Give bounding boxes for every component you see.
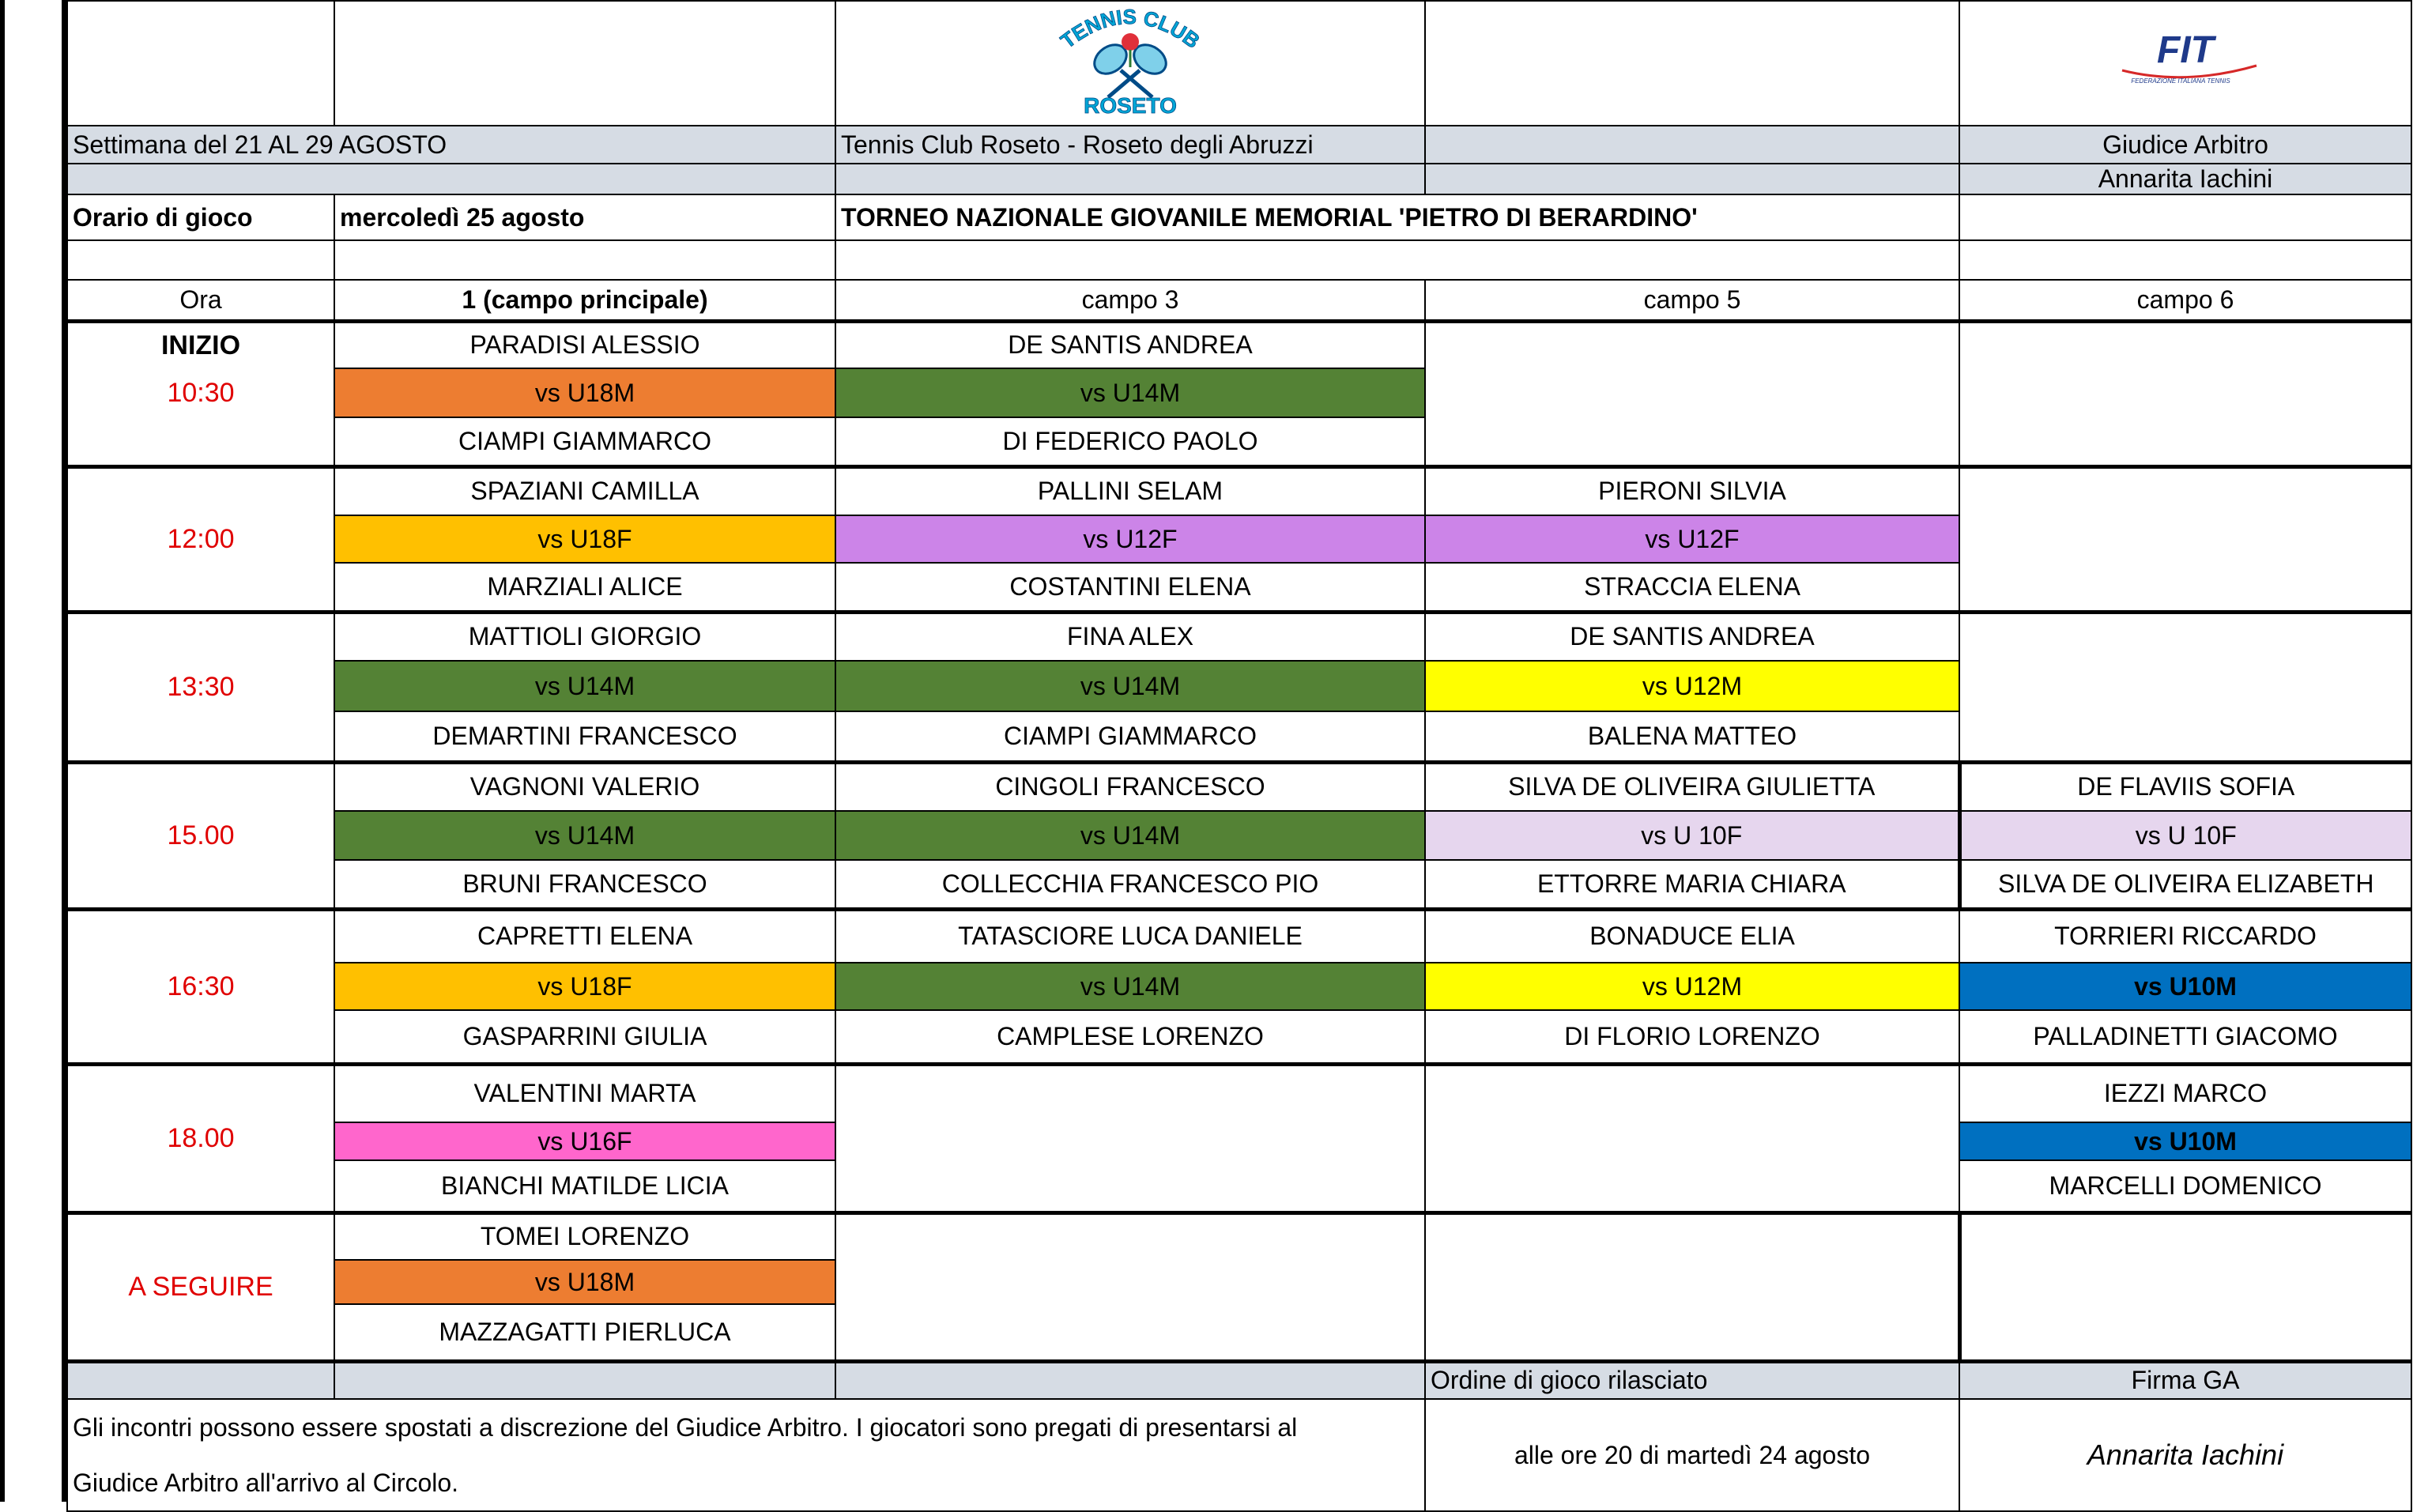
schedule-table: [66, 0, 2412, 1512]
player-name: MARZIALI ALICE: [334, 563, 835, 612]
match-category: vs U14M: [835, 963, 1425, 1010]
column-header-campo-6: campo 6: [1959, 280, 2411, 321]
day-label: mercoledì 25 agosto: [334, 194, 835, 240]
player-name: CIAMPI GIAMMARCO: [835, 711, 1425, 762]
player-name: DI FEDERICO PAOLO: [835, 417, 1425, 466]
match-category: vs U10M: [1959, 1122, 2411, 1160]
blank-cell: [835, 240, 1959, 280]
header-blank-cell: [1425, 1, 1959, 126]
slot-label: INIZIO: [67, 321, 334, 368]
notes: [67, 1399, 1425, 1511]
player-name: SILVA DE OLIVEIRA GIULIETTA: [1425, 762, 1959, 811]
week-label: Settimana del 21 AL 29 AGOSTO: [67, 126, 835, 164]
player-name: BIANCHI MATILDE LICIA: [334, 1160, 835, 1212]
gray-blank-cell: [835, 164, 1425, 194]
column-header-campo-5: campo 5: [1425, 280, 1959, 321]
slot-time: 13:30: [67, 612, 334, 762]
player-name: BRUNI FRANCESCO: [334, 860, 835, 909]
player-name: TORRIERI RICCARDO: [1959, 909, 2411, 963]
empty-court-slot: [1959, 1212, 2411, 1361]
fit-logo-subtext: FEDERAZIONE ITALIANA TENNIS: [2131, 77, 2230, 85]
logo-bottom-text: ROSETO: [1084, 93, 1177, 118]
player-name: TATASCIORE LUCA DANIELE: [835, 909, 1425, 963]
blank-cell: [1959, 194, 2411, 240]
notes-line-1: Gli incontri possono essere spostati a discrezione del Giudice Arbitro. I giocatori sono pregati di presentarsi al: [73, 1413, 1298, 1442]
match-category: vs U14M: [835, 811, 1425, 860]
player-name: DE SANTIS ANDREA: [1425, 612, 1959, 661]
empty-court-slot: [1959, 466, 2411, 612]
player-name: MATTIOLI GIORGIO: [334, 612, 835, 661]
slot-time: 15.00: [67, 762, 334, 909]
match-category: vs U12F: [1425, 515, 1959, 563]
slot-time: 12:00: [67, 466, 334, 612]
player-name: TOMEI LORENZO: [334, 1212, 835, 1260]
player-name: VALENTINI MARTA: [334, 1064, 835, 1122]
player-name: BALENA MATTEO: [1425, 711, 1959, 762]
slot-time: 16:30: [67, 909, 334, 1064]
referee-label: Giudice Arbitro: [1959, 126, 2411, 164]
player-name: SILVA DE OLIVEIRA ELIZABETH: [1959, 860, 2411, 909]
player-name: VAGNONI VALERIO: [334, 762, 835, 811]
player-name: SPAZIANI CAMILLA: [334, 466, 835, 515]
player-name: BONADUCE ELIA: [1425, 909, 1959, 963]
gray-blank-cell: [67, 164, 835, 194]
gray-blank-cell: [1425, 126, 1959, 164]
match-category: vs U12M: [1425, 661, 1959, 711]
player-name: PARADISI ALESSIO: [334, 321, 835, 368]
header-blank-cell: [334, 1, 835, 126]
match-category: vs U16F: [334, 1122, 835, 1160]
released-time: alle ore 20 di martedì 24 agosto: [1425, 1399, 1959, 1511]
match-category: vs U14M: [334, 811, 835, 860]
released-label: Ordine di gioco rilasciato: [1425, 1361, 1959, 1399]
match-category: vs U12M: [1425, 963, 1959, 1010]
match-category: vs U10M: [1959, 963, 2411, 1010]
match-category: vs U14M: [835, 368, 1425, 417]
player-name: CAPRETTI ELENA: [334, 909, 835, 963]
empty-court-slot: [1425, 321, 1959, 466]
player-name: IEZZI MARCO: [1959, 1064, 2411, 1122]
signature-label: Firma GA: [1959, 1361, 2411, 1399]
empty-court-slot: [1425, 1064, 1959, 1212]
left-margin-bar: [0, 0, 66, 1502]
gray-blank-cell: [1425, 164, 1959, 194]
match-category: vs U 10F: [1959, 811, 2411, 860]
match-category: vs U18M: [334, 368, 835, 417]
notes-line-2: Giudice Arbitro all'arrivo al Circolo.: [73, 1469, 459, 1497]
player-name: COSTANTINI ELENA: [835, 563, 1425, 612]
player-name: FINA ALEX: [835, 612, 1425, 661]
column-header-ora: Ora: [67, 280, 334, 321]
match-category: vs U18F: [334, 515, 835, 563]
slot-time: 18.00: [67, 1064, 334, 1212]
blank-cell: [1959, 240, 2411, 280]
slot-spacer: [67, 417, 334, 466]
match-category: vs U 10F: [1425, 811, 1959, 860]
match-category: vs U14M: [835, 661, 1425, 711]
referee-name: Annarita Iachini: [1959, 164, 2411, 194]
player-name: CAMPLESE LORENZO: [835, 1010, 1425, 1064]
blank-cell: [67, 240, 334, 280]
slot-time: 10:30: [67, 368, 334, 417]
match-category: vs U14M: [334, 661, 835, 711]
tennis-club-roseto-logo: [1035, 4, 1225, 123]
schedule-label: Orario di gioco: [67, 194, 334, 240]
player-name: CIAMPI GIAMMARCO: [334, 417, 835, 466]
slot-time: A SEGUIRE: [67, 1212, 334, 1361]
empty-court-slot: [1425, 1212, 1959, 1361]
column-header-campo-1: 1 (campo principale): [334, 280, 835, 321]
logo-top-text: TENNIS CLUB: [1056, 4, 1205, 54]
player-name: DI FLORIO LORENZO: [1425, 1010, 1959, 1064]
blank-cell: [334, 240, 835, 280]
club-logo-cell: [835, 1, 1425, 126]
fit-logo-text: FIT: [2157, 29, 2214, 71]
player-name: MARCELLI DOMENICO: [1959, 1160, 2411, 1212]
empty-court-slot: [1959, 612, 2411, 762]
referee-signature: Annarita Iachini: [1959, 1399, 2411, 1511]
empty-court-slot: [835, 1212, 1425, 1361]
match-category: vs U18F: [334, 963, 835, 1010]
empty-court-slot: [1959, 321, 2411, 466]
player-name: DE SANTIS ANDREA: [835, 321, 1425, 368]
gray-blank-cell: [835, 1361, 1425, 1399]
gray-blank-cell: [334, 1361, 835, 1399]
player-name: PIERONI SILVIA: [1425, 466, 1959, 515]
player-name: GASPARRINI GIULIA: [334, 1010, 835, 1064]
header-blank-cell: [67, 1, 334, 126]
fit-logo: [2098, 25, 2272, 96]
venue-label: Tennis Club Roseto - Roseto degli Abruzzi: [835, 126, 1425, 164]
player-name: DEMARTINI FRANCESCO: [334, 711, 835, 762]
player-name: COLLECCHIA FRANCESCO PIO: [835, 860, 1425, 909]
player-name: STRACCIA ELENA: [1425, 563, 1959, 612]
empty-court-slot: [835, 1064, 1425, 1212]
player-name: PALLINI SELAM: [835, 466, 1425, 515]
fit-logo-cell: [1959, 1, 2411, 126]
player-name: CINGOLI FRANCESCO: [835, 762, 1425, 811]
gray-blank-cell: [67, 1361, 334, 1399]
player-name: PALLADINETTI GIACOMO: [1959, 1010, 2411, 1064]
column-header-campo-3: campo 3: [835, 280, 1425, 321]
player-name: ETTORRE MARIA CHIARA: [1425, 860, 1959, 909]
player-name: DE FLAVIIS SOFIA: [1959, 762, 2411, 811]
tournament-title: TORNEO NAZIONALE GIOVANILE MEMORIAL 'PIETRO DI BERARDINO': [835, 194, 1959, 240]
match-category: vs U12F: [835, 515, 1425, 563]
player-name: MAZZAGATTI PIERLUCA: [334, 1304, 835, 1361]
match-category: vs U18M: [334, 1260, 835, 1304]
